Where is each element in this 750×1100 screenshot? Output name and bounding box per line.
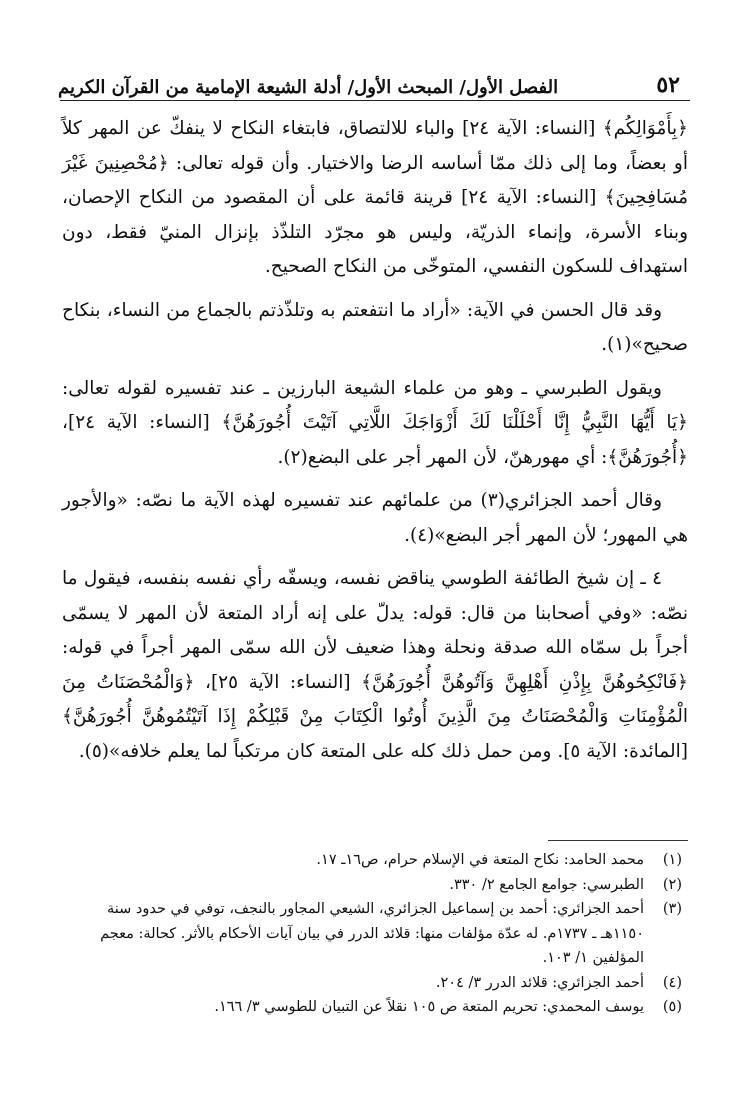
footnote-number: (٢) [662,876,682,893]
footnote-text: الطبرسي: جوامع الجامع ٢/ ٣٣٠. [449,876,644,893]
main-text [62,112,688,778]
footnote-number: (٤) [662,974,682,991]
paragraph-3: ويقول الطبرسي ـ وهو من علماء الشيعة البارزين ـ عند تفسيره لقوله تعالى: ﴿يَا أَيُّهَا النَّبِيُّ إِنَّا أَحْلَلْنَا لَكَ أَزْوَاجَكَ اللَّاتِي آتَيْتَ أُجُورَهُنَّ﴾ [النساء: الآية ٢٤]، ﴿أُجُورَهُنَّ﴾: أي مهورهنّ، لأن المهر أجر على البضع(٢). [62,377,688,468]
paragraph-5: ٤ ـ إن شيخ الطائفة الطوسي يناقض نفسه، ويسفّه رأي نفسه بنفسه، فيقول ما نصّه: «وفي أصحابنا من قال: قوله: يدلّ على إنه أراد المتعة لأن المهر لا يسمّى أجراً بل سمّاه الله صدقة ونحلة وهذا ضعيف لأن الله سمّى المهر أجراً في قوله: ﴿فَانْكِحُوهُنَّ بِإِذْنِ أَهْلِهِنَّ وَآتُوهُنَّ أُجُورَهُنَّ﴾ [النساء: الآية ٢٥]، ﴿وَالْمُحْصَنَاتُ مِنَ الْمُؤْمِنَاتِ وَالْمُحْصَنَاتُ مِنَ الَّذِينَ أُوتُوا الْكِتَابَ مِنْ قَبْلِكُمْ إِذَا آتَيْتُمُوهُنَّ أُجُورَهُنَّ﴾ [المائدة: الآية ٥]. ومن حمل ذلك كله على المتعة كان مرتكباً لما يعلم خلافه»(٥). [62,568,688,762]
footnote-number: (٣) [662,901,682,917]
page-header [58,62,688,98]
footnote-2 [62,873,688,898]
running-title: الفصل الأول/ المبحث الأول/ أدلة الشيعة الإمامية من القرآن الكريم [58,77,559,98]
header-divider [60,100,690,101]
paragraph-1: ﴿بِأَمْوَالِكُم﴾ [النساء: الآية ٢٤] والباء للالتصاق، فابتغاء النكاح لا ينفكّ عن المهر كلاً أو بعضاً، وما إلى ذلك ممّا أساسه الرضا والاختيار. وأن قوله تعالى: ﴿مُحْصِنِينَ غَيْرَ مُسَافِحِينَ﴾ [النساء: الآية ٢٤] قرينة قائمة على أن المقصود من النكاح الإحصان، وبناء الأسرة، وإنماء الذريّة، وليس هو مجرّد التلذّذ بإنزال المنيّ فقط، دون استهداف للسكون النفسي، المتوخّى من النكاح الصحيح. [62,118,689,277]
footnote-3 [62,897,688,971]
footnote-divider [548,840,688,841]
page-number: ٥٢ [656,72,680,98]
footnotes [62,848,688,1020]
footnote-number: (٥) [662,999,682,1015]
footnote-text: يوسف المحمدي: تحريم المتعة ص ١٠٥ نقلاً عن التبيان للطوسي ٣/ ١٦٦. [214,999,644,1015]
footnote-text: أحمد الجزائري: قلائد الدرر ٣/ ٢٠٤. [435,974,644,991]
paragraph-2: وقد قال الحسن في الآية: «أراد ما انتفعتم به وتلذّذتم بالجماع من النساء، بنكاح صحيح»(١). [62,299,688,355]
footnote-4 [62,971,688,996]
footnote-1 [62,848,688,873]
footnote-text: أحمد الجزائري: أحمد بن إسماعيل الجزائري، الشيعي المجاور بالنجف، توفي في حدود سنة ١١٥٠هـ ـ ١٧٣٧م. له عدّة مؤلفات منها: قلائد الدرر في بيان آيات الأحكام بالأثر. كحالة: معجم المؤلفين ١/ ١٠٣. [100,901,644,966]
footnote-text: محمد الحامد: نكاح المتعة في الإسلام حرام، ص١٦ـ ١٧. [316,852,644,868]
paragraph-4: وقال أحمد الجزائري(٣) من علمائهم عند تفسيره لهذه الآية ما نصّه: «والأجور هي المهور؛ لأن المهر أجر البضع»(٤). [62,490,688,546]
footnote-5 [62,995,688,1020]
footnote-number: (١) [662,852,682,868]
